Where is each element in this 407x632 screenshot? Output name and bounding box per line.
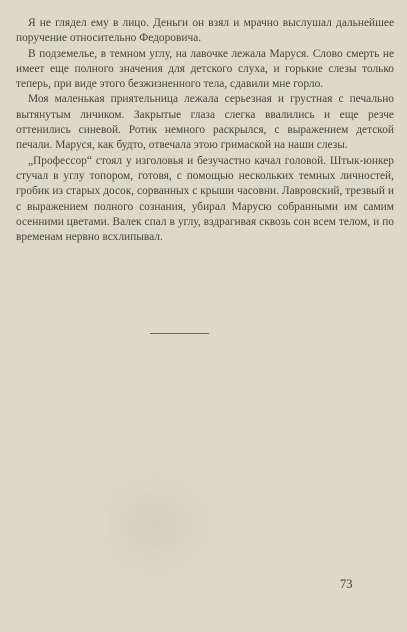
paragraph-4: „Профессор“ стоял у изголовья и безучастно качал головой. Штык-юнкер стучал в углу топором, готовя, с помощью нескольких темных личностей, гробик из старых досок, сорванных с крыши часовни. Лавровский, трезвый и с выражением полного сознания, убирал Марусю собранными им самим осенними цветами. Валек спал в углу, вздрагивая сквозь сон всем телом, и по временам нервно всхлипывал.: [16, 154, 394, 244]
body-text: [16, 16, 394, 245]
paragraph-3: Моя маленькая приятельница лежала серьезная и грустная с печально вытянутым личиком. Закрытые глаза слегка ввалились и еще резче оттенились синевой. Ротик немного раскрылся, с выражением детской печали. Маруся, как будто, отвечала этою гримаской на наши слезы.: [16, 93, 394, 152]
paragraph-1: Я не глядел ему в лицо. Деньги он взял и мрачно выслушал дальнейшее поручение относительно Федоровича.: [16, 17, 394, 45]
paragraph-2: В подземелье, в темном углу, на лавочке лежала Маруся. Слово смерть не имеет еще полного значения для детского слуха, и горькие слезы только теперь, при виде этого безжизненного тела, сдавили мне горло.: [16, 47, 394, 91]
section-divider: [150, 333, 209, 334]
page-stain: [95, 470, 215, 580]
page-number: 73: [340, 577, 353, 591]
